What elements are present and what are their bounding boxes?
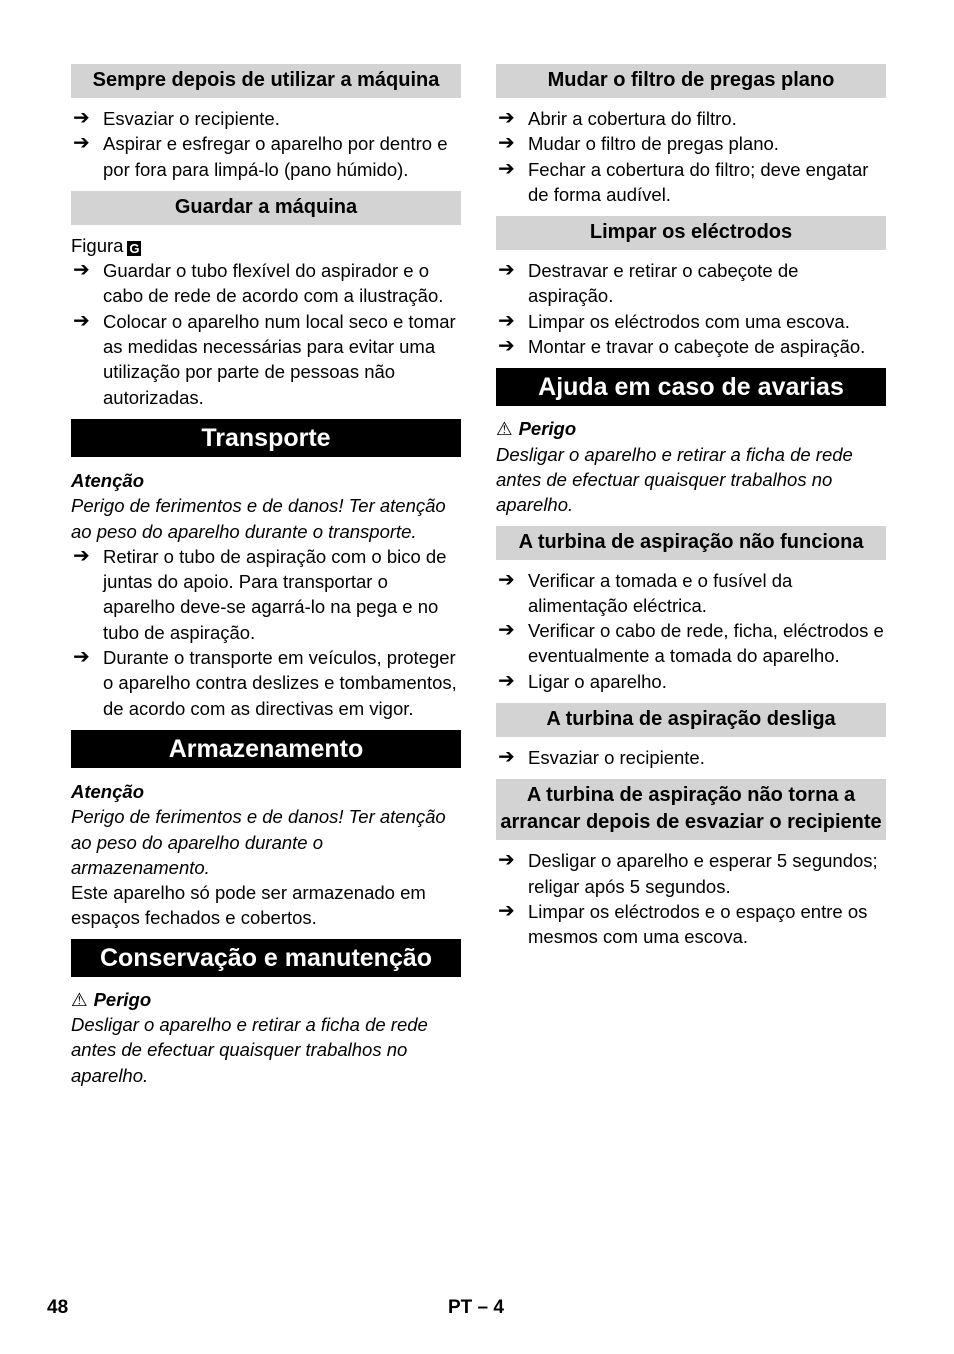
change-filter-list xyxy=(496,106,886,207)
list-item xyxy=(496,157,886,208)
transport-list xyxy=(71,544,461,721)
arrow-right-icon: ➔ xyxy=(73,309,90,332)
arrow-right-icon: ➔ xyxy=(498,619,515,642)
arrow-right-icon: ➔ xyxy=(73,107,90,129)
arrow-right-icon: ➔ xyxy=(498,746,515,769)
list-item-text: Destravar e retirar o cabeçote de aspiração. xyxy=(528,260,799,307)
list-item-text: Verificar a tomada e o fusível da alimentação eléctrica. xyxy=(528,569,793,616)
list-item-text: Verificar o cabo de rede, ficha, eléctrodos e eventualmente a tomada do aparelho. xyxy=(528,620,884,667)
clean-electrodes-heading: Limpar os eléctrodos xyxy=(496,216,886,250)
list-item-text: Aspirar e esfregar o aparelho por dentro e por fora para limpá-lo (pano húmido). xyxy=(103,133,448,180)
list-item-text: Guardar o tubo flexível do aspirador e o cabo de rede de acordo com a ilustração. xyxy=(103,260,444,307)
list-item xyxy=(496,334,886,359)
arrow-right-icon: ➔ xyxy=(498,899,515,922)
arrow-right-icon: ➔ xyxy=(73,259,90,282)
list-item xyxy=(496,669,886,694)
list-item-text: Limpar os eléctrodos e o espaço entre os mesmos com uma escova. xyxy=(528,900,868,948)
arrow-right-icon: ➔ xyxy=(498,132,515,155)
troubleshooting-danger-text: Desligar o aparelho e retirar a ficha de rede antes de efectuar quaisquer trabalhos no aparelho. xyxy=(496,443,853,516)
turbine-switches-off-list xyxy=(496,745,886,770)
care-danger-text: Desligar o aparelho e retirar a ficha de rede antes de efectuar quaisquer trabalhos no aparelho. xyxy=(71,1014,428,1086)
list-item-text: Colocar o aparelho num local seco e tomar as medidas necessárias para evitar uma utilização por parte de pessoas não autorizadas. xyxy=(103,310,456,408)
care-danger-label: ⚠ Perigo xyxy=(71,988,152,1010)
figure-label: Figura xyxy=(71,234,124,256)
arrow-right-icon: ➔ xyxy=(498,849,515,872)
warning-icon: ⚠ xyxy=(71,988,88,1010)
list-item-text: Fechar a cobertura do filtro; deve engatar de forma audível. xyxy=(528,158,869,205)
section-footer: PT – 4 xyxy=(448,1297,504,1318)
list-item-text: Esvaziar o recipiente. xyxy=(103,108,280,129)
figure-letter-badge: G xyxy=(129,240,140,256)
list-item-text: Ligar o aparelho. xyxy=(528,670,667,692)
arrow-right-icon: ➔ xyxy=(498,335,515,358)
transport-heading: Transporte xyxy=(71,419,461,457)
transport-caution-label: Atenção xyxy=(71,469,144,491)
care-maintenance-heading: Conservação e manutenção xyxy=(71,939,461,977)
list-item xyxy=(496,618,886,669)
troubleshooting-heading: Ajuda em caso de avarias xyxy=(496,368,886,406)
list-item xyxy=(496,899,886,950)
arrow-right-icon: ➔ xyxy=(498,309,515,332)
list-item-text: Mudar o filtro de pregas plano. xyxy=(528,133,779,155)
transport-caution-text: Perigo de ferimentos e de danos! Ter atenção ao peso do aparelho durante o transporte. xyxy=(71,495,446,542)
turbine-not-working-heading: A turbina de aspiração não funciona xyxy=(496,526,886,560)
page-number: 48 xyxy=(47,1297,69,1318)
change-filter-heading: Mudar o filtro de pregas plano xyxy=(496,64,886,98)
warning-icon: ⚠ xyxy=(496,418,513,440)
list-item-text: Montar e travar o cabeçote de aspiração. xyxy=(528,336,866,358)
storage-note: Este aparelho só pode ser armazenado em espaços fechados e cobertos. xyxy=(71,882,426,929)
figure-reference xyxy=(71,233,461,258)
arrow-right-icon: ➔ xyxy=(498,568,515,591)
arrow-right-icon: ➔ xyxy=(498,157,515,180)
list-item xyxy=(496,106,886,131)
list-item xyxy=(496,309,886,334)
list-item-text: Abrir a cobertura do filtro. xyxy=(528,108,737,129)
right-column xyxy=(496,64,886,959)
section-storage-machine-heading: Guardar a máquina xyxy=(71,191,461,225)
turbine-not-working-list xyxy=(496,568,886,694)
arrow-right-icon: ➔ xyxy=(498,669,515,692)
turbine-switches-off-heading: A turbina de aspiração desliga xyxy=(496,703,886,737)
list-item-text: Desligar o aparelho e esperar 5 segundos; religar após 5 segundos. xyxy=(528,850,878,897)
arrow-right-icon: ➔ xyxy=(498,107,515,129)
list-item-text: Durante o transporte em veículos, proteger o aparelho contra deslizes e tombamentos, de acordo com as directivas em vigor. xyxy=(103,647,457,719)
list-item xyxy=(71,309,461,410)
storage-caution-label: Atenção xyxy=(71,780,144,802)
storage-caution-text: Perigo de ferimentos e de danos! Ter atenção ao peso do aparelho durante o armazenamento. xyxy=(71,806,446,878)
section-after-use-heading: Sempre depois de utilizar a máquina xyxy=(71,64,461,98)
arrow-right-icon: ➔ xyxy=(73,646,90,669)
list-item xyxy=(496,568,886,619)
arrow-right-icon: ➔ xyxy=(73,132,90,155)
turbine-not-restart-heading: A turbina de aspiração não torna a arrancar depois de esvaziar o recipiente xyxy=(496,779,886,840)
list-item xyxy=(496,848,886,899)
arrow-right-icon: ➔ xyxy=(498,259,515,282)
arrow-right-icon: ➔ xyxy=(73,544,90,567)
list-item xyxy=(71,645,461,721)
left-column xyxy=(71,64,461,1088)
storage-machine-list xyxy=(71,258,461,410)
troubleshooting-danger-label: ⚠ Perigo xyxy=(496,418,577,440)
list-item xyxy=(71,544,461,645)
clean-electrodes-list xyxy=(496,258,886,359)
list-item-text: Limpar os eléctrodos com uma escova. xyxy=(528,310,850,332)
list-item xyxy=(496,745,886,770)
list-item-text: Esvaziar o recipiente. xyxy=(528,747,705,769)
turbine-not-restart-list xyxy=(496,848,886,949)
list-item xyxy=(496,131,886,156)
list-item-text: Retirar o tubo de aspiração com o bico de juntas do apoio. Para transportar o aparelho deve-se agarrá-lo na pega e no tubo de aspiração. xyxy=(103,545,447,643)
list-item xyxy=(71,106,461,131)
list-item xyxy=(71,131,461,182)
list-item xyxy=(496,258,886,309)
list-item xyxy=(71,258,461,309)
storage-heading: Armazenamento xyxy=(71,730,461,768)
after-use-list xyxy=(71,106,461,182)
